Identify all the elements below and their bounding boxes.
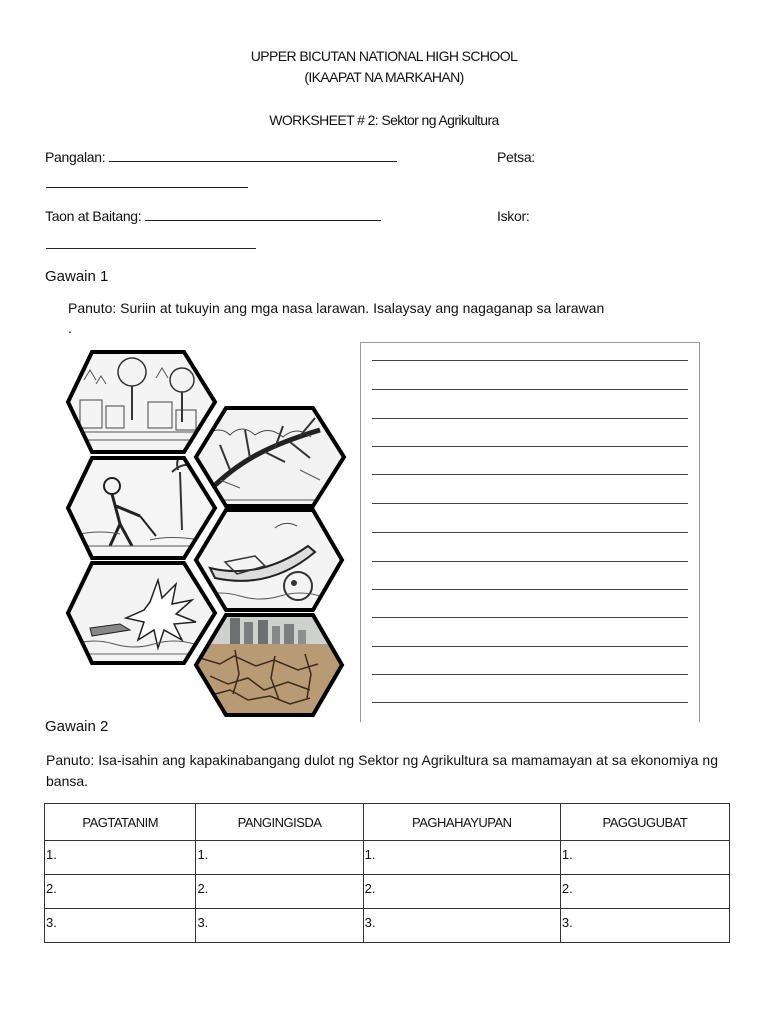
table-row xyxy=(45,841,730,875)
table-cell[interactable]: 3. xyxy=(196,909,363,943)
column-header-pagtatanim: PAGTATANIM xyxy=(45,804,196,841)
name-label: Pangalan: xyxy=(45,149,106,165)
table-cell[interactable]: 2. xyxy=(196,875,363,909)
table-cell[interactable]: 3. xyxy=(560,909,729,943)
answer-line[interactable] xyxy=(372,646,688,647)
column-header-pangingisda: PANGINGISDA xyxy=(196,804,363,841)
name-blank[interactable] xyxy=(109,149,397,162)
table-cell[interactable]: 3. xyxy=(45,909,196,943)
activity2-heading: Gawain 2 xyxy=(45,718,109,735)
table-cell[interactable]: 1. xyxy=(45,841,196,875)
answer-line[interactable] xyxy=(372,617,688,618)
answer-line[interactable] xyxy=(372,474,688,475)
table-cell[interactable]: 1. xyxy=(560,841,729,875)
explosion-sea-illustration xyxy=(60,558,220,668)
activity2-instruction: Panuto: Isa-isahin ang kapakinabangang dulot ng Sektor ng Agrikultura sa mamamayan at sa ekonomiya ng bansa. xyxy=(46,752,718,789)
answer-line[interactable] xyxy=(372,418,688,419)
table-row xyxy=(45,875,730,909)
date-label: Petsa: xyxy=(497,149,535,165)
activity1-instruction: Panuto: Suriin at tukuyin ang mga nasa larawan. Isalaysay ang nagaganap sa larawan xyxy=(68,300,605,316)
grade-field-row xyxy=(45,208,381,224)
table-row xyxy=(45,909,730,943)
grade-label: Taon at Baitang: xyxy=(45,208,142,224)
answer-line[interactable] xyxy=(372,561,688,562)
score-blank[interactable] xyxy=(46,248,256,249)
table-cell[interactable]: 2. xyxy=(363,875,560,909)
table-cell[interactable]: 1. xyxy=(363,841,560,875)
answer-box[interactable] xyxy=(360,342,700,722)
school-name: UPPER BICUTAN NATIONAL HIGH SCHOOL xyxy=(250,48,518,64)
quarter-label: (IKAAPAT NA MARKAHAN) xyxy=(304,69,464,85)
fallen-tree-illustration xyxy=(190,400,350,510)
benefits-table xyxy=(44,803,730,943)
table-header-row xyxy=(45,804,730,841)
table-cell[interactable]: 1. xyxy=(196,841,363,875)
fishing-boat-illustration xyxy=(190,505,350,615)
table-cell[interactable]: 2. xyxy=(45,875,196,909)
date-blank[interactable] xyxy=(46,187,248,188)
grade-blank[interactable] xyxy=(145,208,381,221)
table-cell[interactable]: 3. xyxy=(363,909,560,943)
column-header-paghahayupan: PAGHAHAYUPAN xyxy=(363,804,560,841)
answer-line[interactable] xyxy=(372,589,688,590)
name-field-row xyxy=(45,149,397,165)
hexagon-image-collage xyxy=(60,340,355,725)
cracked-drought-land-photo xyxy=(190,610,350,720)
table-cell[interactable]: 2. xyxy=(560,875,729,909)
column-header-paggugubat: PAGGUGUBAT xyxy=(560,804,729,841)
answer-line[interactable] xyxy=(372,702,688,703)
activity1-instruction-tail: . xyxy=(68,320,72,336)
answer-line[interactable] xyxy=(372,446,688,447)
farmer-planting-illustration xyxy=(60,452,220,564)
answer-line[interactable] xyxy=(372,503,688,504)
answer-line[interactable] xyxy=(372,674,688,675)
activity1-heading: Gawain 1 xyxy=(45,268,109,285)
answer-line[interactable] xyxy=(372,389,688,390)
village-forest-illustration xyxy=(60,340,220,460)
score-label: Iskor: xyxy=(497,208,530,224)
answer-line[interactable] xyxy=(372,360,688,361)
worksheet-title: WORKSHEET # 2: Sektor ng Agrikultura xyxy=(269,112,499,128)
answer-line[interactable] xyxy=(372,532,688,533)
